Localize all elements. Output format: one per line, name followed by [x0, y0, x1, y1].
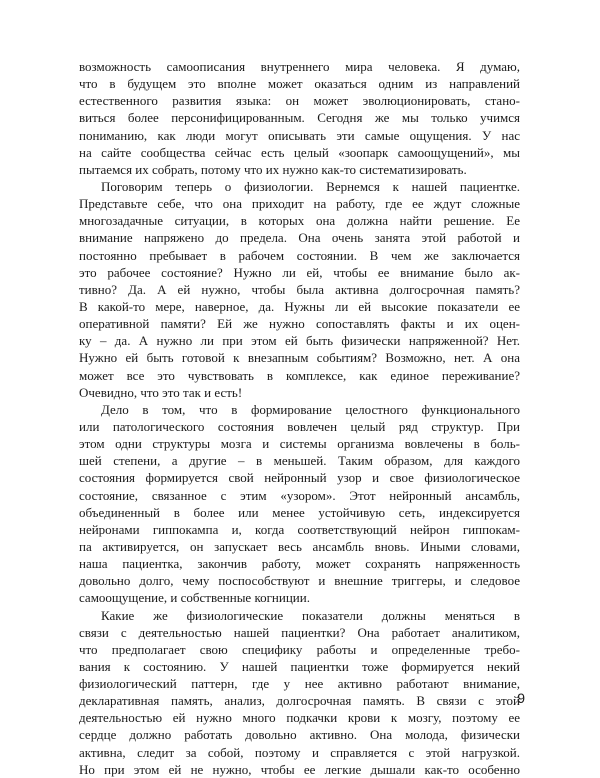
- text-line: Нужно ей быть готовой к внезапным событиям? Возможно, нет. А она: [79, 350, 520, 366]
- text-line: наша пациентка, закончив работу, может сохранять напряженность: [79, 556, 520, 572]
- body-text: [79, 58, 520, 778]
- text-line: на сайте сообщества сейчас есть целый «зоопарк самоощущений», мы: [79, 144, 520, 160]
- text-line: Какие же физиологические показатели должны меняться в: [101, 607, 520, 623]
- text-line: нейронами гиппокампа и, когда соответствующий нейрон гиппокам-: [79, 521, 520, 537]
- paragraph: [79, 607, 520, 778]
- text-line: это рабочее состояние? Нужно ли ей, чтобы ее внимание было ак-: [79, 264, 520, 280]
- text-line: шей степени, а другие – в меньшей. Таким образом, для каждого: [79, 453, 520, 469]
- text-line: Дело в том, что в формирование целостного функционального: [101, 401, 520, 417]
- text-line: пониманию, как люди могут описывать эти самые ощущения. У нас: [79, 127, 520, 143]
- text-line: активна, следит за собой, поэтому и справляется с этой нагрузкой.: [79, 744, 520, 760]
- text-line: постоянно пребывает в рабочем состоянии. В чем же заключается: [79, 247, 520, 263]
- text-line: деятельностью ей нужно много подкачки крови к мозгу, поэтому ее: [79, 710, 520, 726]
- text-line: или патологического состояния вовлечен целый ряд структур. При: [79, 418, 520, 434]
- text-line: Поговорим теперь о физиологии. Вернемся к нашей пациентке.: [101, 178, 520, 194]
- text-line: оперативной памяти? Ей же нужно сопоставлять факты и их оцен-: [79, 316, 520, 332]
- text-line: Но при этом ей не нужно, чтобы ее легкие дышали как-то особенно: [79, 761, 520, 777]
- text-line: вания к состоянию. У нашей пациентки тоже формируется некий: [79, 658, 520, 674]
- text-line: естественного развития языка: он может эволюционировать, стано-: [79, 93, 520, 109]
- paragraph: [79, 178, 520, 401]
- text-line: многозадачные ситуации, в которых она должна найти решение. Ее: [79, 213, 520, 229]
- paragraph: [79, 401, 520, 607]
- text-line: этом одни структуры мозга и системы организма вовлечены в боль-: [79, 436, 520, 452]
- paragraph: [79, 58, 520, 178]
- text-line: самоощущение, и собственные когниции.: [79, 590, 310, 606]
- text-line: объединенный в более или менее устойчивую сеть, индексируется: [79, 504, 520, 520]
- text-line: внимание напряжено до предела. Она очень занята этой работой и: [79, 230, 520, 246]
- text-line: довольно долго, чему поспособствуют и внешние триггеры, и следовое: [79, 573, 520, 589]
- text-line: что предполагает свою специфику работы и определенные требо-: [79, 641, 520, 657]
- text-line: может все это чувствовать в комплексе, как единое переживание?: [79, 367, 520, 383]
- text-line: Представьте себе, что она приходит на работу, где ее ждут сложные: [79, 196, 520, 212]
- text-line: состояние, связанное с этим «узором». Этот нейронный ансамбль,: [79, 487, 520, 503]
- text-line: пытаемся их собрать, потому что их нужно как-то систематизировать.: [79, 161, 467, 177]
- text-line: па активируется, он запускает весь ансамбль вновь. Иными словами,: [79, 538, 520, 554]
- page-number: 9: [517, 690, 525, 706]
- text-line: Очевидно, что это так и есть!: [79, 384, 243, 400]
- text-line: физиологический паттерн, где у нее активно работают внимание,: [79, 676, 520, 692]
- text-line: состояния формируется свой нейронный узор и свое физиологическое: [79, 470, 520, 486]
- text-line: что в будущем это вполне может оказаться одним из направлений: [79, 76, 520, 92]
- text-line: тивно? Да. А ей нужно, чтобы была активна долгосрочная память?: [79, 281, 520, 297]
- text-line: связи с деятельностью нашей пациентки? Она работает аналитиком,: [79, 624, 520, 640]
- text-line: возможность самоописания внутреннего мира человека. Я думаю,: [79, 59, 520, 74]
- text-line: ку – да. А нужно ли при этом ей быть физически напряженной? Нет.: [79, 333, 520, 349]
- text-line: сердце должно работать довольно активно. Она молода, физически: [79, 727, 520, 743]
- text-line: В какой-то мере, наверное, да. Нужны ли ей высокие показатели ее: [79, 298, 520, 314]
- text-line: виться более персонифицированным. Сегодня же мы только учимся: [79, 110, 520, 126]
- text-line: декларативная память, анализ, долгосрочная память. В связи с этой: [79, 693, 520, 709]
